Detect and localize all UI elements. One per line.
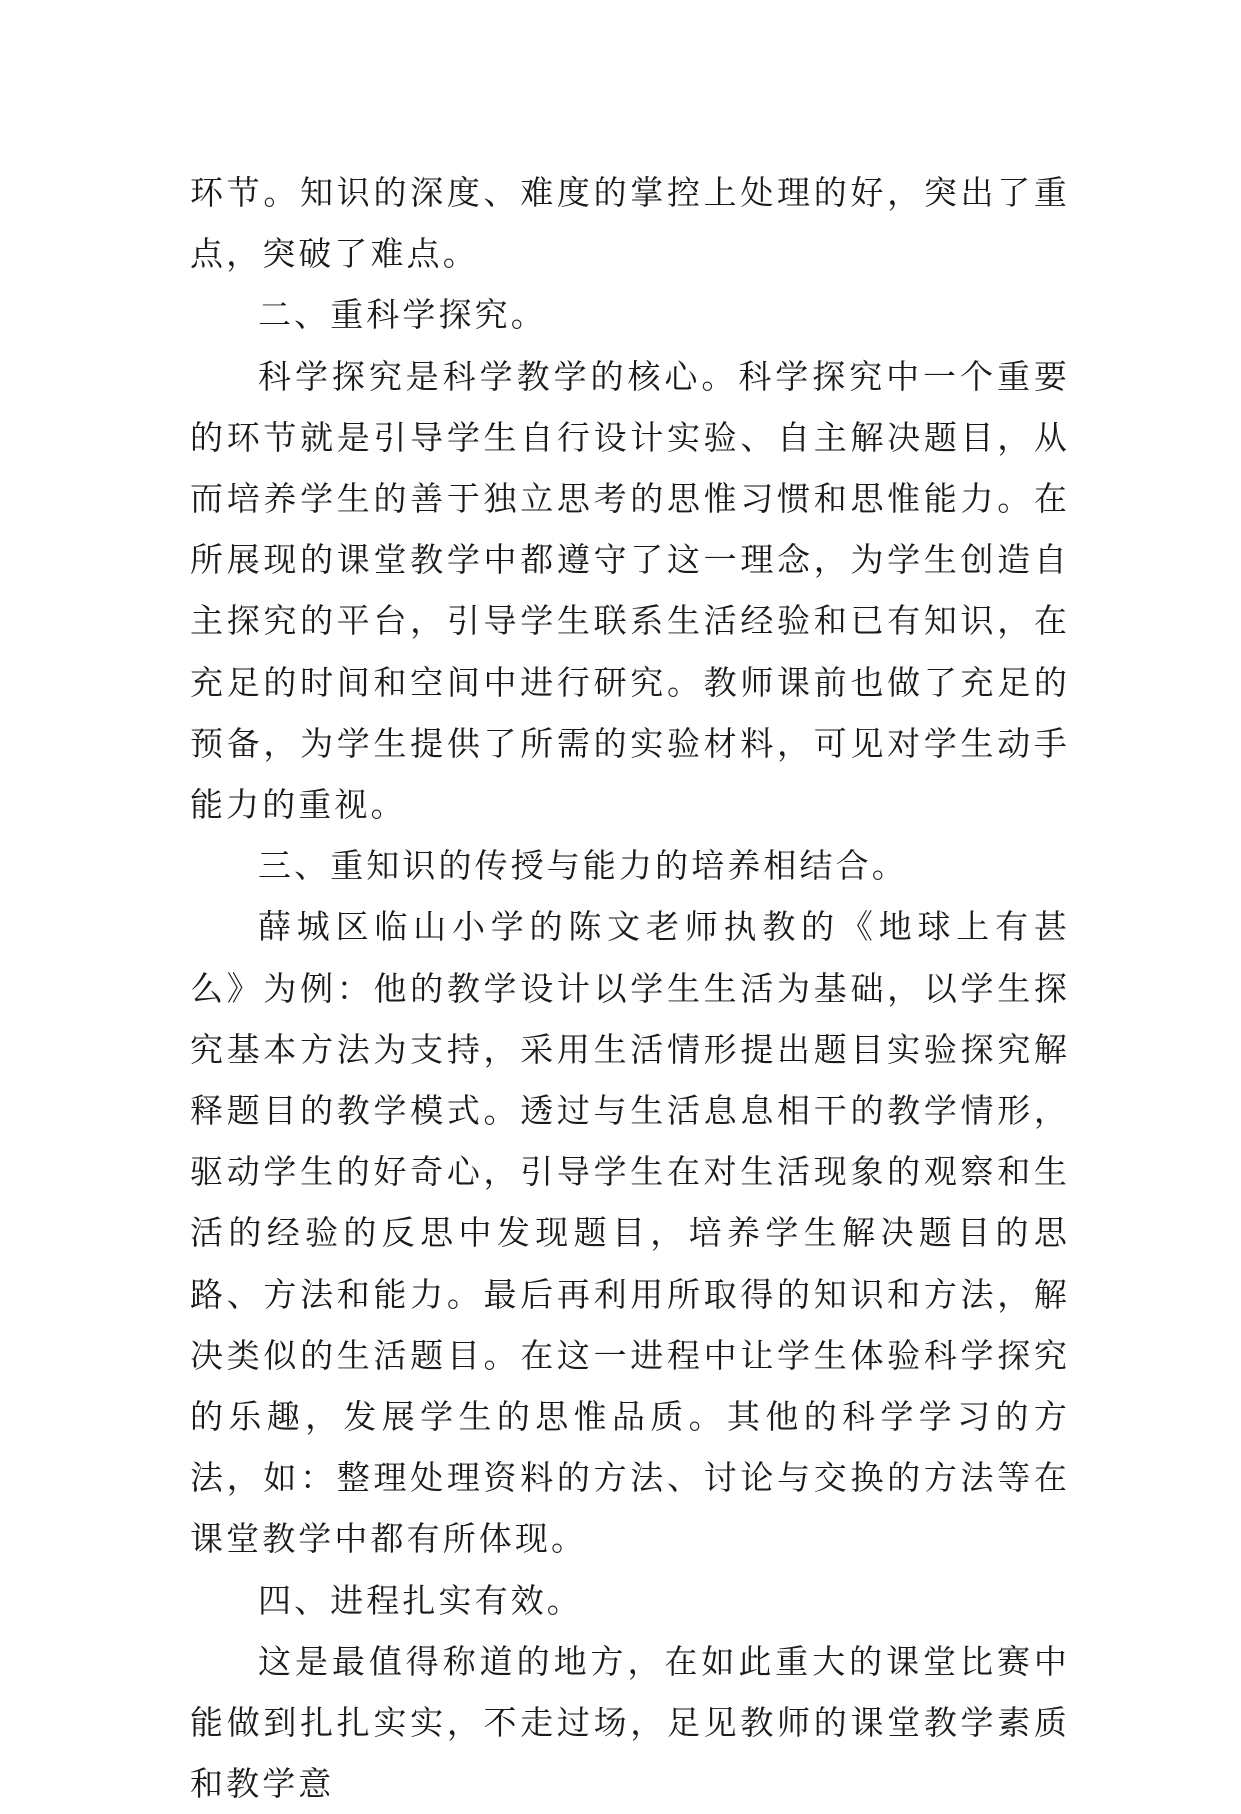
- section-heading-3: 三、重知识的传授与能力的培养相结合。: [258, 846, 908, 886]
- paragraph-lesson-example: 薛城区临山小学的陈文老师执教的《地球上有甚么》为例：他的教学设计以学生生活为基础，以学生探究基本方法为支持，采用生活情形提出题目实验探究解释题目的教学模式。透过与生活息息相干的教学情形，驱动学生的好奇心，引导学生在对生活现象的观察和生活的经验的反思中发现题目，培养学生解决题目的思路、方法和能力。最后再利用所取得的知识和方法，解决类似的生活题目。在这一进程中让学生体验科学探究的乐趣，发展学生的思惟品质。其他的科学学习的方法，如：整理处理资料的方法、讨论与交换的方法等在课堂教学中都有所体现。: [190, 907, 1070, 1559]
- body-text: [190, 162, 1070, 1814]
- paragraph-scientific-inquiry: 科学探究是科学教学的核心。科学探究中一个重要的环节就是引导学生自行设计实验、自主解决题目，从而培养学生的善于独立思考的思惟习惯和思惟能力。在所展现的课堂教学中都遵守了这一理念，为学生创造自主探究的平台，引导学生联系生活经验和已有知识，在充足的时间和空间中进行研究。教师课前也做了充足的预备，为学生提供了所需的实验材料，可见对学生动手能力的重视。: [190, 356, 1070, 825]
- section-heading-2: 二、重科学探究。: [258, 295, 547, 335]
- paragraph-solid-process: 这是最值得称道的地方，在如此重大的课堂比赛中能做到扎扎实实，不走过场，足见教师的课堂教学素质和教学意: [190, 1641, 1070, 1804]
- section-heading-4: 四、进程扎实有效。: [258, 1580, 583, 1620]
- paragraph-continuation: 环节。知识的深度、难度的掌控上处理的好，突出了重点，突破了难点。: [190, 173, 1070, 274]
